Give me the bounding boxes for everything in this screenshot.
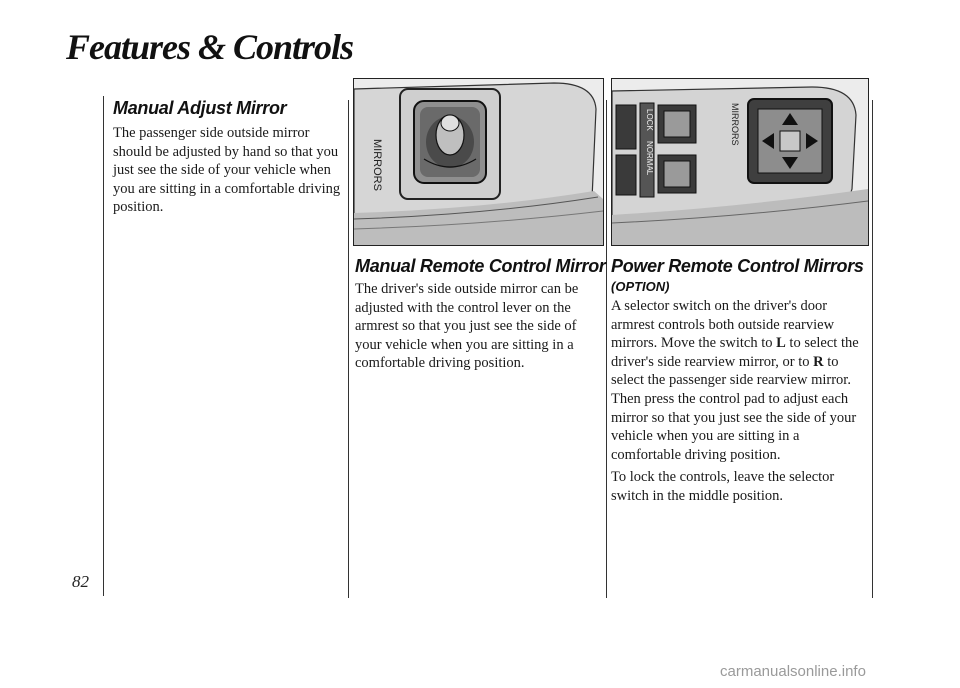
key-r: R <box>813 353 824 370</box>
key-l: L <box>776 335 786 352</box>
manual-remote-body <box>355 280 603 377</box>
manual-remote-text: The driver's side outside mirror can be adjusted with the control lever on the armrest so that you just see the side of your vehicle when you are sitting in a comfortable driving position. <box>355 281 579 372</box>
power-mirror-figure <box>611 78 869 246</box>
power-mirror-control-pad-illustration <box>612 79 868 245</box>
manual-adjust-text: The passenger side outside mirror should be adjusted by hand so that you just see the side of your vehicle when you are sitting in a comfortable driving position. <box>113 125 341 216</box>
normal-label: NORMAL <box>645 141 654 176</box>
mirrors-label-1: MIRRORS <box>371 139 383 191</box>
power-remote-heading: Power Remote Control Mirrors <box>611 256 864 276</box>
lock-label: LOCK <box>645 109 654 131</box>
manual-adjust-body <box>113 124 345 221</box>
manual-remote-mirror-figure <box>353 78 604 246</box>
mirrors-label-2: MIRRORS <box>730 103 740 146</box>
manual-remote-mirror-lever-illustration <box>354 79 603 245</box>
power-remote-text-b: to select the driver's side rearview mirror, or to <box>611 335 859 370</box>
left-margin-rule <box>103 96 104 596</box>
manual-adjust-heading: Manual Adjust Mirror <box>113 98 287 118</box>
column-divider-2 <box>606 100 607 598</box>
option-subheading: (OPTION) <box>611 279 670 294</box>
power-remote-para-1 <box>611 297 873 464</box>
footer-watermark: carmanualsonline.info <box>720 663 866 680</box>
power-remote-body <box>611 297 873 510</box>
power-remote-para-2: To lock the controls, leave the selector switch in the middle position. <box>611 469 835 504</box>
page-number: 82 <box>72 572 89 591</box>
power-remote-text-a: A selector switch on the driver's door armrest controls both outside rearview mirrors. Move the switch to <box>611 298 835 352</box>
power-remote-text-c: to select the passenger side rearview mirror. Then press the control pad to adjust each mirror so that you just see the side of your vehicle when you are sitting in a comfortable driving position. <box>611 353 857 463</box>
section-title: Features & Controls <box>66 27 354 67</box>
manual-remote-heading: Manual Remote Control Mirror <box>355 256 606 276</box>
column-divider-1 <box>348 100 349 598</box>
